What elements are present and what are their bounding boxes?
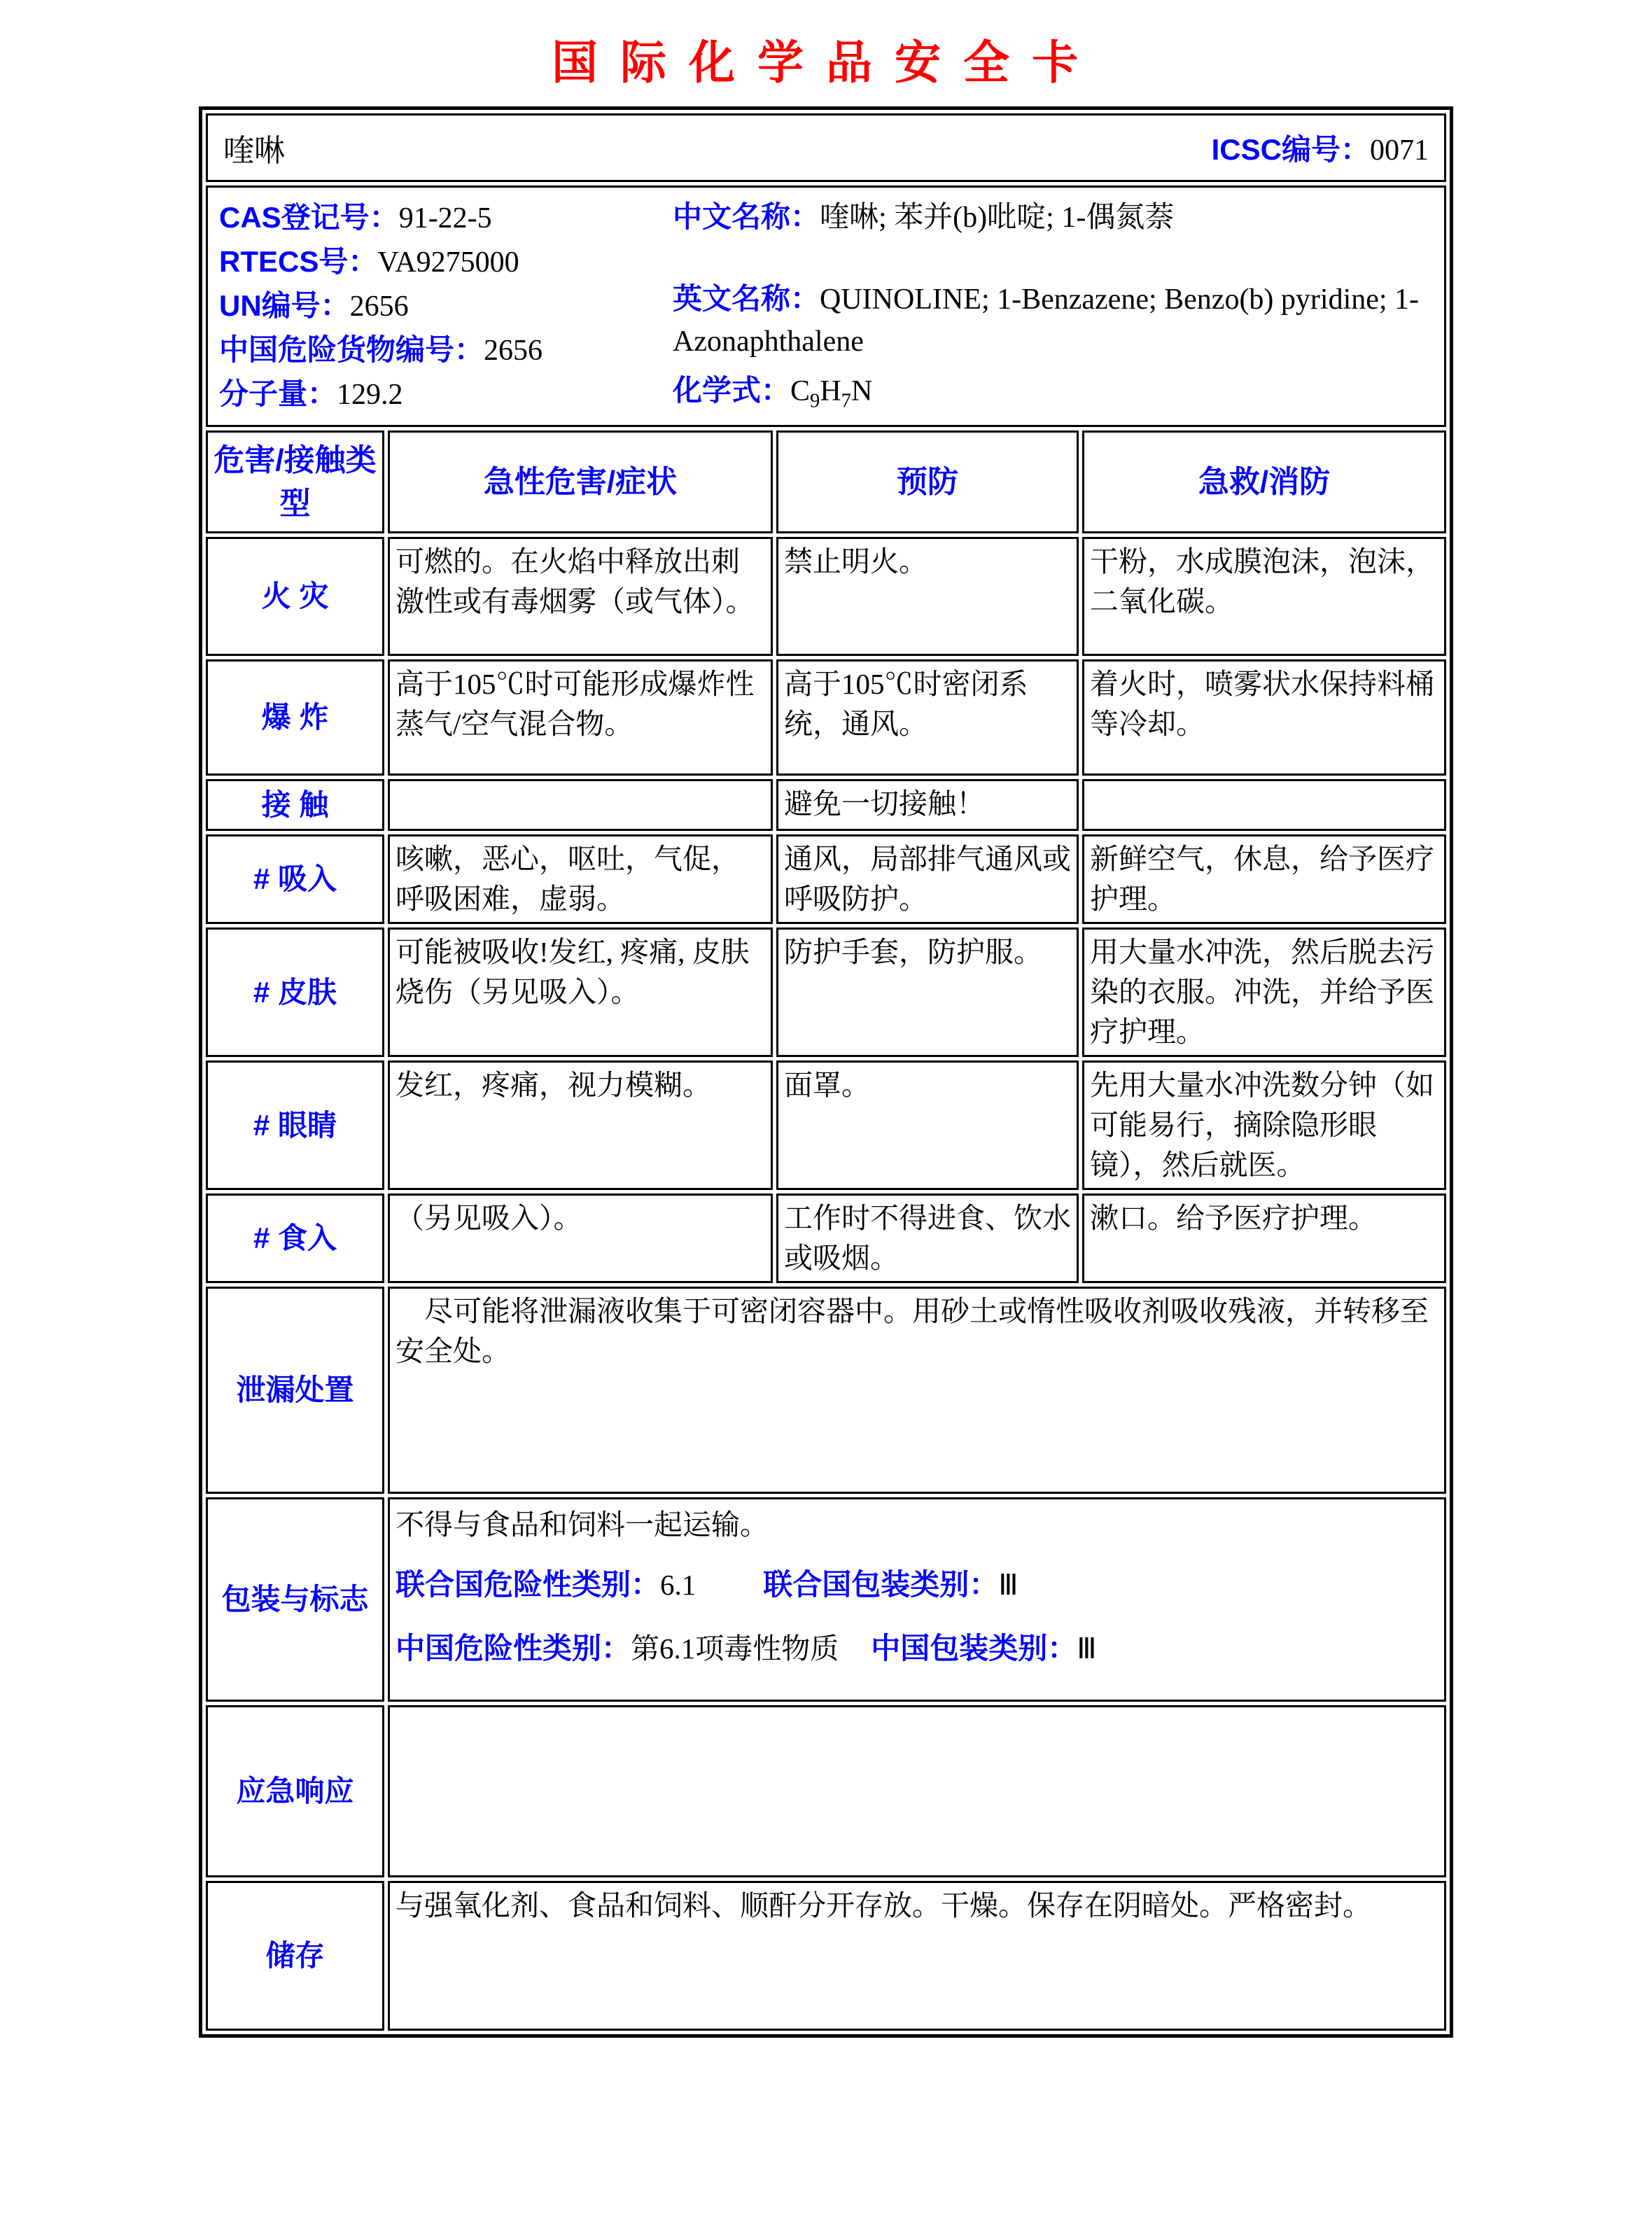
skin-symptoms: 可能被吸收!发红, 疼痛, 皮肤烧伤（另见吸入）。 bbox=[388, 927, 773, 1057]
packaging-row bbox=[206, 1497, 1446, 1702]
packaging-content bbox=[388, 1497, 1446, 1702]
un-classification-line bbox=[396, 1564, 1438, 1606]
cas-number-label: CAS登记号： bbox=[219, 201, 399, 234]
hazard-row-explosion bbox=[206, 659, 1446, 776]
exposure-prevention: 避免一切接触！ bbox=[776, 779, 1079, 831]
un-number-line bbox=[219, 284, 673, 328]
eyes-first-aid: 先用大量水冲洗数分钟（如可能易行，摘除隐形眼镜），然后就医。 bbox=[1082, 1060, 1446, 1190]
ingestion-first-aid: 漱口。给予医疗护理。 bbox=[1082, 1194, 1446, 1283]
packaging-label: 包装与标志 bbox=[206, 1497, 384, 1702]
skin-prevention: 防护手套，防护服。 bbox=[776, 927, 1079, 1057]
exposure-first-aid bbox=[1082, 779, 1446, 831]
exposure-type-label: 接 触 bbox=[206, 779, 384, 831]
cn-packing-group-value: Ⅲ bbox=[1077, 1632, 1097, 1665]
spill-disposal-row bbox=[206, 1287, 1446, 1494]
inhalation-prevention: 通风，局部排气通风或呼吸防护。 bbox=[776, 834, 1079, 924]
packaging-transport-note: 不得与食品和饲料一起运输。 bbox=[396, 1508, 769, 1541]
cn-packing-group-label: 中国包装类别： bbox=[871, 1632, 1077, 1665]
formula-label: 化学式： bbox=[673, 374, 791, 407]
molecular-weight-value: 129.2 bbox=[337, 379, 403, 411]
inhalation-symptoms: 咳嗽，恶心，呕吐，气促，呼吸困难，虚弱。 bbox=[388, 834, 773, 924]
chinese-name-label: 中文名称： bbox=[673, 200, 820, 233]
fire-first-aid: 干粉，水成膜泡沫，泡沫，二氧化碳。 bbox=[1082, 537, 1446, 656]
english-name-value: QUINOLINE; 1-Benzazene; Benzo(b) pyridine; 1-Azonaphthalene bbox=[673, 284, 1420, 358]
inhalation-first-aid: 新鲜空气，休息，给予医疗护理。 bbox=[1082, 834, 1446, 924]
emergency-response-label: 应急响应 bbox=[206, 1705, 384, 1877]
fire-prevention: 禁止明火。 bbox=[776, 537, 1079, 656]
un-hazard-class-label: 联合国危险性类别： bbox=[396, 1568, 661, 1601]
china-dg-number-line bbox=[219, 328, 673, 372]
fire-symptoms: 可燃的。在火焰中释放出刺激性或有毒烟雾（或气体）。 bbox=[388, 537, 773, 656]
cas-number-value: 91-22-5 bbox=[398, 202, 492, 234]
eyes-prevention: 面罩。 bbox=[776, 1060, 1079, 1190]
english-name-line bbox=[673, 278, 1433, 363]
explosion-first-aid: 着火时，喷雾状水保持料桶等冷却。 bbox=[1082, 659, 1446, 776]
name-list bbox=[673, 196, 1433, 416]
icsc-number-label: ICSC编号： bbox=[1211, 133, 1370, 166]
chinese-name-value: 喹啉; 苯并(b)吡啶; 1-偶氮萘 bbox=[820, 202, 1175, 234]
header-acute-hazards: 急性危害/症状 bbox=[388, 430, 773, 533]
spill-disposal-label: 泄漏处置 bbox=[206, 1287, 384, 1494]
exposure-symptoms bbox=[388, 779, 773, 831]
rtecs-number-label: RTECS号： bbox=[219, 245, 378, 278]
storage-label: 储存 bbox=[206, 1881, 384, 2031]
hazard-row-inhalation bbox=[206, 834, 1446, 924]
hazard-row-exposure bbox=[206, 779, 1446, 831]
formula-value: $C_9H_7N$ bbox=[790, 375, 873, 412]
un-number-value: 2656 bbox=[349, 290, 409, 323]
molecular-weight-line bbox=[219, 372, 673, 416]
un-packing-group-label: 联合国包装类别： bbox=[763, 1568, 999, 1601]
storage-row bbox=[206, 1881, 1446, 2031]
cn-classification-line bbox=[396, 1628, 1438, 1670]
ingestion-symptoms: （另见吸入）。 bbox=[388, 1194, 773, 1283]
skin-first-aid: 用大量水冲洗，然后脱去污染的衣服。冲洗，并给予医疗护理。 bbox=[1082, 927, 1446, 1057]
ingestion-type-label: # 食入 bbox=[206, 1194, 384, 1283]
safety-card-table bbox=[199, 106, 1453, 2038]
rtecs-number-value: VA9275000 bbox=[377, 246, 519, 279]
formula-line bbox=[673, 370, 1433, 412]
icsc-number-group bbox=[1212, 127, 1429, 169]
fire-type-label: 火 灾 bbox=[206, 537, 384, 656]
chinese-name-line bbox=[673, 196, 1433, 239]
hazard-row-skin bbox=[206, 927, 1446, 1057]
table-header-row bbox=[206, 430, 1446, 533]
inhalation-type-label: # 吸入 bbox=[206, 834, 384, 924]
icsc-number-value: 0071 bbox=[1370, 134, 1429, 167]
header-hazard-type: 危害/接触类型 bbox=[206, 430, 384, 533]
hazard-row-fire bbox=[206, 537, 1446, 656]
explosion-prevention: 高于105℃时密闭系统，通风。 bbox=[776, 659, 1079, 776]
cn-hazard-class-value: 第6.1项毒性物质 bbox=[631, 1632, 839, 1665]
eyes-type-label: # 眼睛 bbox=[206, 1060, 384, 1190]
page-title: 国际化学品安全卡 bbox=[552, 38, 1100, 89]
header-prevention: 预防 bbox=[776, 430, 1079, 533]
storage-text: 与强氧化剂、食品和饲料、顺酐分开存放。干燥。保存在阴暗处。严格密封。 bbox=[388, 1881, 1446, 2031]
explosion-type-label: 爆 炸 bbox=[206, 659, 384, 776]
substance-name: 喹啉 bbox=[223, 134, 285, 168]
molecular-weight-label: 分子量： bbox=[219, 377, 337, 410]
emergency-response-text bbox=[388, 1705, 1446, 1877]
spill-disposal-text: 尽可能将泄漏液收集于可密闭容器中。用砂土或惰性吸收剂吸收残液，并转移至安全处。 bbox=[388, 1287, 1446, 1494]
card-header-row bbox=[206, 113, 1446, 182]
hazard-row-eyes bbox=[206, 1060, 1446, 1190]
un-packing-group-value: Ⅲ bbox=[998, 1569, 1018, 1601]
english-name-label: 英文名称： bbox=[673, 282, 820, 315]
un-number-label: UN编号： bbox=[219, 289, 350, 322]
hazard-row-ingestion bbox=[206, 1194, 1446, 1283]
un-hazard-class-value: 6.1 bbox=[660, 1569, 696, 1601]
cas-number-line bbox=[219, 196, 673, 240]
china-dg-number-label: 中国危险货物编号： bbox=[219, 333, 484, 366]
header-first-aid: 急救/消防 bbox=[1082, 430, 1446, 533]
cn-hazard-class-label: 中国危险性类别： bbox=[396, 1632, 631, 1665]
identification-cell bbox=[206, 186, 1446, 427]
skin-type-label: # 皮肤 bbox=[206, 927, 384, 1057]
ingestion-prevention: 工作时不得进食、饮水或吸烟。 bbox=[776, 1194, 1079, 1283]
emergency-response-row bbox=[206, 1705, 1446, 1877]
china-dg-number-value: 2656 bbox=[484, 335, 543, 367]
explosion-symptoms: 高于105℃时可能形成爆炸性蒸气/空气混合物。 bbox=[388, 659, 773, 776]
card-header-cell bbox=[206, 113, 1446, 182]
identifier-list bbox=[219, 196, 673, 416]
eyes-symptoms: 发红，疼痛，视力模糊。 bbox=[388, 1060, 773, 1190]
rtecs-number-line bbox=[219, 240, 673, 284]
identification-row bbox=[206, 186, 1446, 427]
